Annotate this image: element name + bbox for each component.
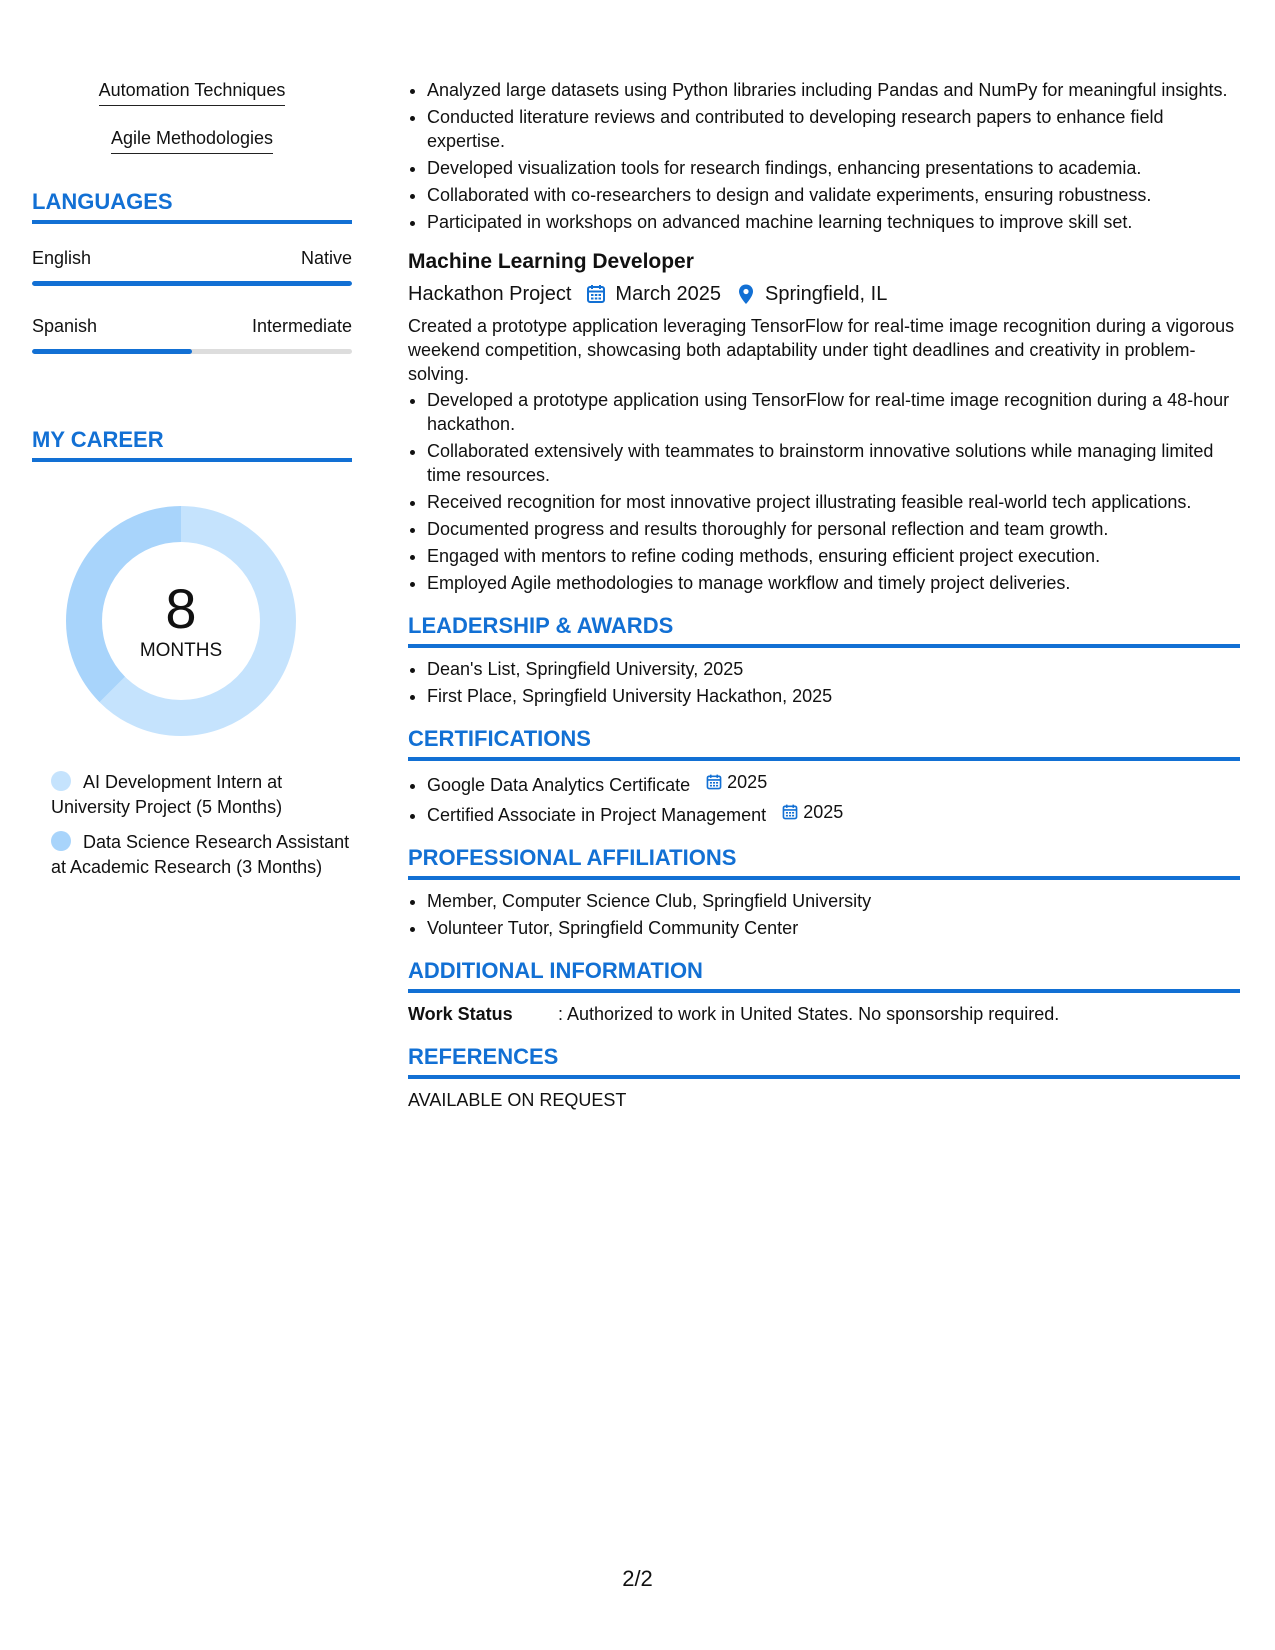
language-level: Native — [300, 248, 352, 268]
legend-label: Data Science Research Assistant at Academic Research (3 Months) — [51, 832, 350, 877]
legend-item — [51, 770, 351, 820]
skill-label: Agile Methodologies — [111, 126, 273, 154]
calendar-icon — [705, 773, 723, 791]
calendar-icon — [585, 283, 607, 305]
career-total: 8 — [165, 577, 197, 640]
legend-label: AI Development Intern at University Project (5 Months) — [51, 772, 283, 817]
language-level: Intermediate — [251, 316, 352, 336]
language-name: Spanish — [32, 316, 98, 336]
award-item: • First Place, Springfield University Hackathon, 2025 — [427, 684, 1240, 708]
certifications-heading: CERTIFICATIONS — [408, 725, 1240, 761]
bullet-item: • Participated in workshops on advanced machine learning techniques to improve skill set. — [427, 210, 1240, 234]
references-text: AVAILABLE ON REQUEST — [408, 1090, 627, 1110]
job-bullets — [408, 388, 1240, 595]
calendar-icon — [781, 803, 799, 821]
skill-label: Automation Techniques — [99, 78, 286, 106]
bullet-item: • Engaged with mentors to refine coding methods, ensuring efficient project execution. — [427, 544, 1240, 568]
bullet-item: • Employed Agile methodologies to manage workflow and timely project deliveries. — [427, 571, 1240, 595]
language-bar — [32, 349, 352, 354]
additional-info-heading: ADDITIONAL INFORMATION — [408, 957, 1240, 993]
certification-item — [427, 800, 1240, 827]
bullet-item: • Conducted literature reviews and contributed to developing research papers to enhance field expertise. — [427, 105, 1240, 153]
career-section — [32, 426, 352, 880]
work-status-row — [408, 1002, 1240, 1026]
legend-dot — [51, 831, 71, 851]
language-bar — [32, 281, 352, 286]
certification-year — [705, 770, 767, 794]
language-row — [32, 314, 352, 338]
bullet-item: • Received recognition for most innovative project illustrating feasible real-world tech applications. — [427, 490, 1240, 514]
leadership-heading: LEADERSHIP & AWARDS — [408, 612, 1240, 648]
bullet-item: • Analyzed large datasets using Python libraries including Pandas and NumPy for meaningful insights. — [427, 78, 1240, 102]
affiliations-list — [408, 889, 1240, 940]
certification-name: Certified Associate in Project Management — [427, 805, 767, 825]
languages-heading: LANGUAGES — [32, 188, 352, 224]
legend-dot — [51, 771, 71, 791]
language-bar-fill — [32, 349, 192, 354]
career-donut-chart — [66, 506, 296, 736]
work-status-value: : Authorized to work in United States. No sponsorship required. — [558, 1004, 1060, 1024]
certifications-list — [408, 770, 1240, 827]
job-location — [735, 280, 887, 308]
job-company: Hackathon Project — [408, 283, 572, 305]
location-pin-icon — [735, 283, 757, 305]
job-date — [585, 280, 721, 308]
main-content — [408, 78, 1240, 1112]
language-bar-fill — [32, 281, 352, 286]
bullet-item: • Developed a prototype application using TensorFlow for real-time image recognition during a 48-hour hackathon. — [427, 388, 1240, 436]
job-location-text: Springfield, IL — [765, 283, 888, 305]
certification-year-text: 2025 — [803, 802, 844, 822]
leadership-list — [408, 657, 1240, 708]
affiliations-heading: PROFESSIONAL AFFILIATIONS — [408, 844, 1240, 880]
sidebar — [32, 78, 352, 890]
donut-center — [66, 506, 296, 736]
work-status-label: Work Status — [408, 1004, 513, 1024]
certification-name: Google Data Analytics Certificate — [427, 775, 691, 795]
career-heading: MY CAREER — [32, 426, 352, 462]
job-description: Created a prototype application leveraging TensorFlow for real-time image recognition during a vigorous weekend competition, showcasing both adaptability under tight deadlines and creativity in problem-solving. — [408, 316, 1235, 384]
certification-year — [781, 800, 843, 824]
language-row — [32, 246, 352, 270]
award-item: • Dean's List, Springfield University, 2025 — [427, 657, 1240, 681]
legend-item — [51, 830, 351, 880]
bullet-item: • Collaborated extensively with teammates to brainstorm innovative solutions while managing limited time resources. — [427, 439, 1240, 487]
bullet-item: • Documented progress and results thoroughly for personal reflection and team growth. — [427, 517, 1240, 541]
skill-tag — [32, 126, 352, 154]
career-unit: MONTHS — [139, 640, 223, 661]
references-heading: REFERENCES — [408, 1043, 1240, 1079]
job-date-text: March 2025 — [615, 283, 722, 305]
languages-section — [32, 188, 352, 354]
language-name: English — [32, 248, 92, 268]
affiliation-item: • Volunteer Tutor, Springfield Community Center — [427, 916, 1240, 940]
bullet-item: • Developed visualization tools for research findings, enhancing presentations to academia. — [427, 156, 1240, 180]
affiliation-item: • Member, Computer Science Club, Springfield University — [427, 889, 1240, 913]
certification-year-text: 2025 — [727, 772, 768, 792]
job-meta — [408, 280, 1240, 308]
page-number: 2/2 — [622, 1566, 653, 1591]
career-legend — [32, 770, 352, 880]
certification-item — [427, 770, 1240, 797]
bullet-item: • Collaborated with co-researchers to design and validate experiments, ensuring robustness. — [427, 183, 1240, 207]
previous-job-bullets — [408, 78, 1240, 234]
skill-tag — [32, 78, 352, 106]
job-title: Machine Learning Developer — [408, 250, 694, 273]
